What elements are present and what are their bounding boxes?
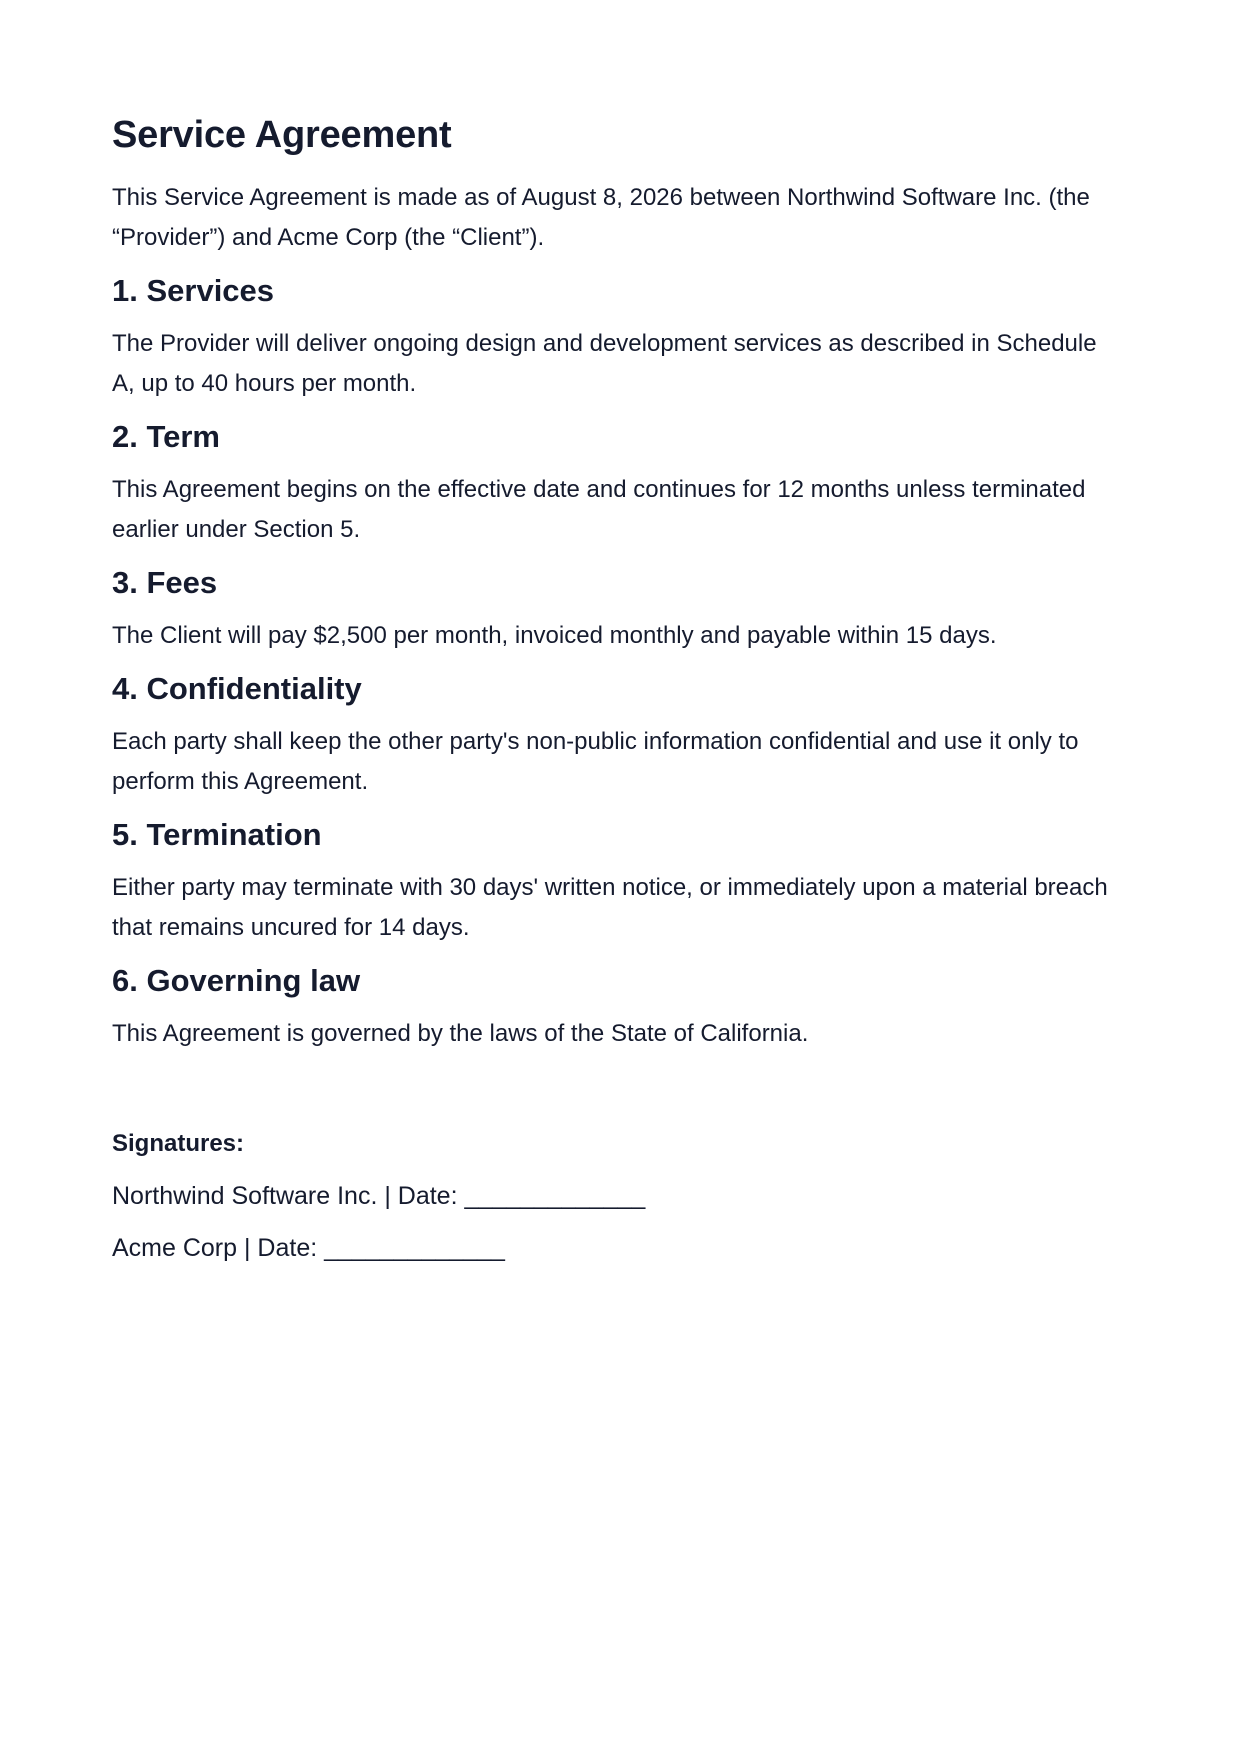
signature-spacer [112,1066,1122,1126]
section-body-term: This Agreement begins on the effective date and continues for 12 months unless terminated earlier under Section 5. [112,476,1086,543]
document-title: Service Agreement [112,114,452,156]
section-body-services: The Provider will deliver ongoing design and development services as described in Schedule A, up to 40 hours per month. [112,330,1097,397]
section-heading-term: 2. Term [112,419,220,454]
section-heading-services: 1. Services [112,273,275,308]
intro-paragraph: This Service Agreement is made as of August 8, 2026 between Northwind Software Inc. (the “Provider”) and Acme Corp (the “Client”). [112,184,1090,251]
signature-line-client: Acme Corp | Date: _____________ [112,1234,505,1262]
section-body-confidentiality: Each party shall keep the other party's non-public information confidential and use it only to perform this Agreement. [112,728,1079,795]
section-body-termination: Either party may terminate with 30 days' written notice, or immediately upon a material breach that remains uncured for 14 days. [112,874,1108,941]
section-body-governing-law: This Agreement is governed by the laws of the State of California. [112,1020,809,1047]
signatures-heading: Signatures: [112,1130,245,1157]
section-heading-confidentiality: 4. Confidentiality [112,671,362,706]
section-body-fees: The Client will pay $2,500 per month, invoiced monthly and payable within 15 days. [112,622,997,649]
signature-line-provider: Northwind Software Inc. | Date: _____________ [112,1182,646,1210]
section-heading-termination: 5. Termination [112,817,322,852]
document-page [112,108,1122,1282]
section-heading-governing-law: 6. Governing law [112,963,361,998]
section-heading-fees: 3. Fees [112,565,218,600]
